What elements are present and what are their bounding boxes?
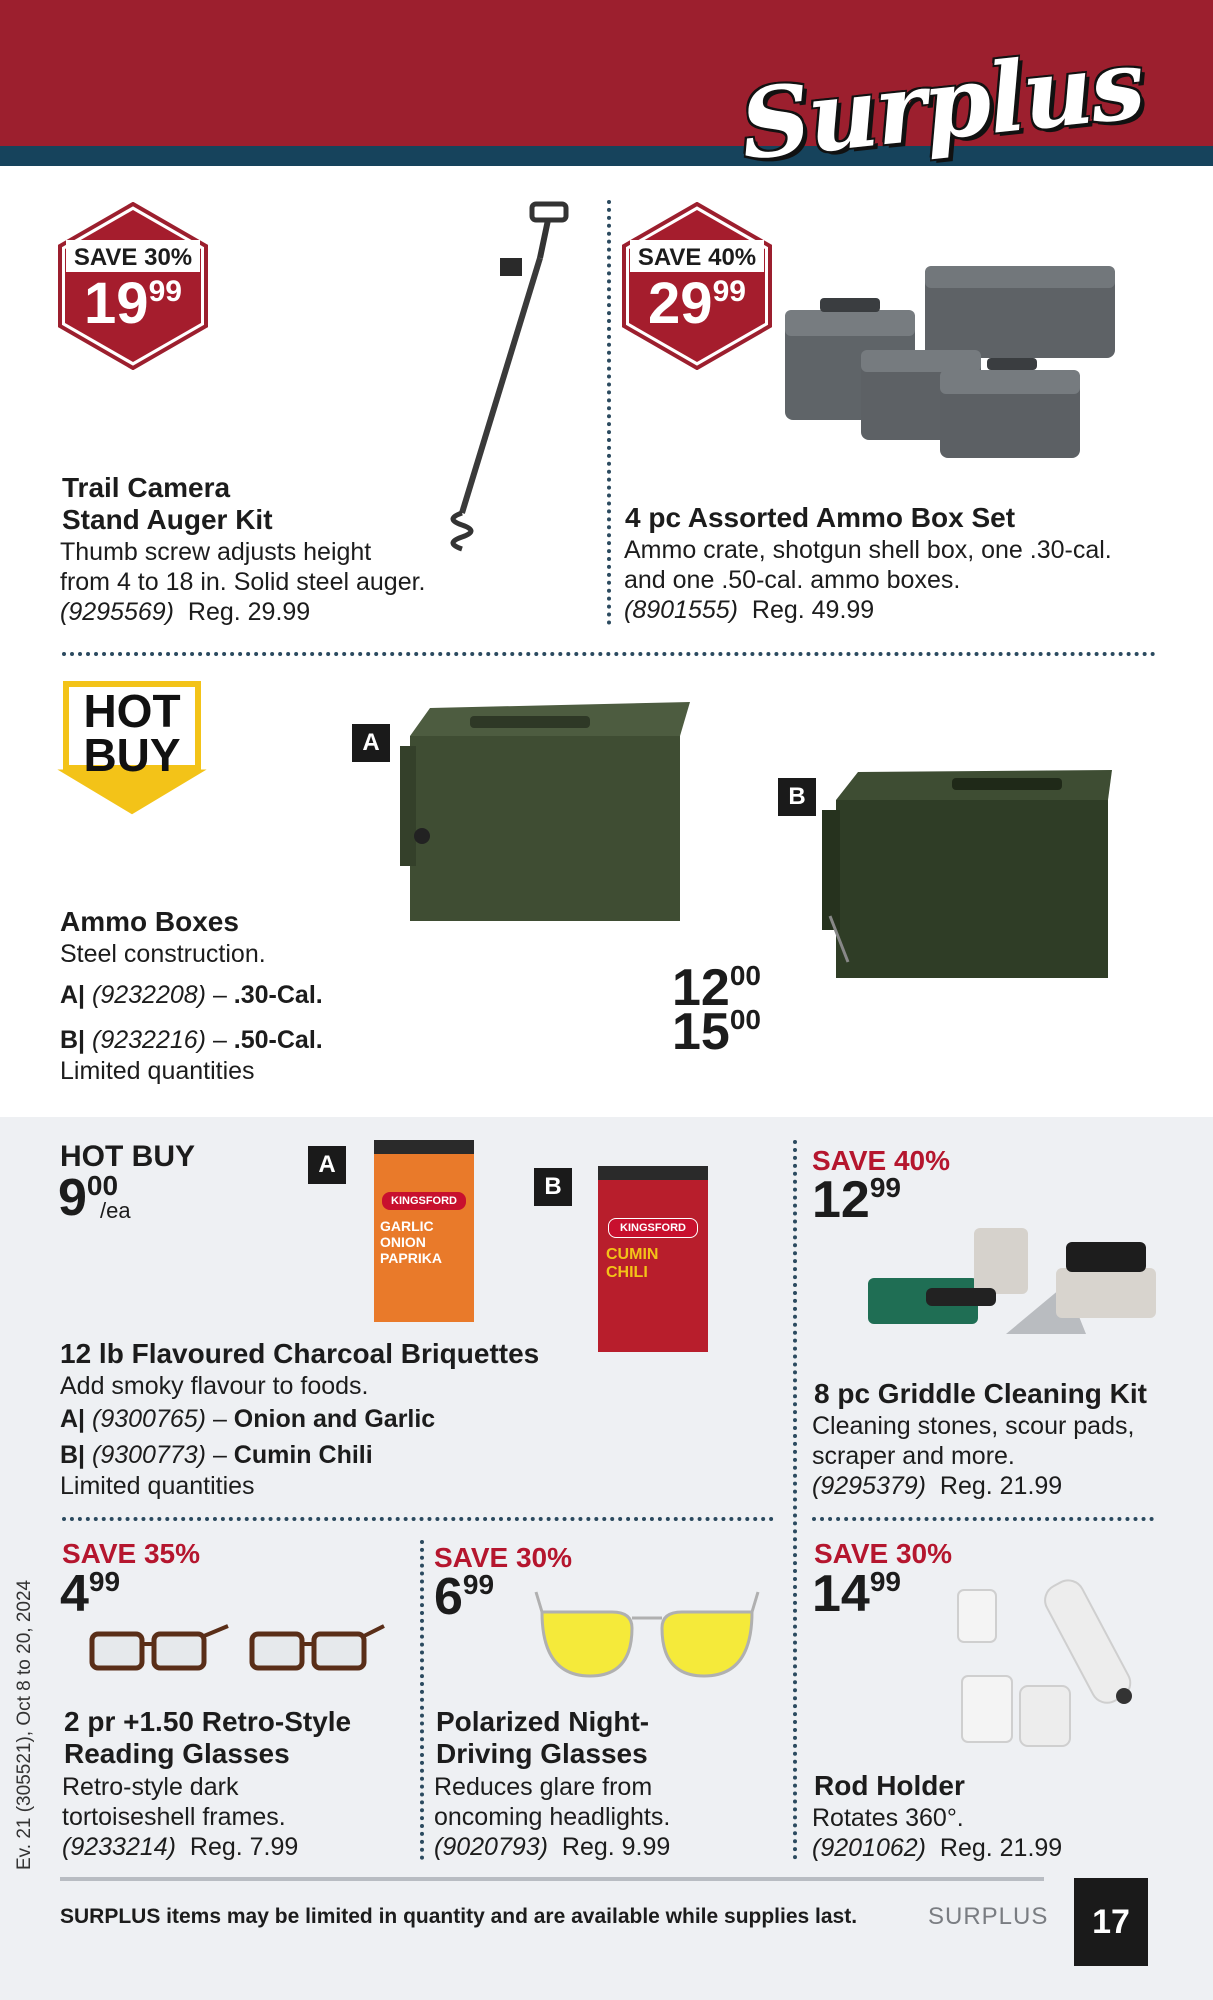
sale-price: 699 xyxy=(434,1568,495,1626)
reading-glasses-image xyxy=(88,1618,388,1678)
regular-price: Reg. 49.99 xyxy=(751,596,875,624)
footer-note: SURPLUS items may be limited in quantity and are available while supplies last. xyxy=(60,1905,858,1928)
product-description: Add smoky flavour to foods. xyxy=(60,1372,369,1400)
save-percent: SAVE 40% xyxy=(812,1145,950,1176)
variant-tag-b: B xyxy=(778,778,816,816)
charcoal-bag-cumin-image xyxy=(598,1166,708,1352)
sale-price: 2999 xyxy=(648,271,746,336)
sale-price: 1299 xyxy=(812,1171,901,1229)
divider xyxy=(812,1517,1154,1521)
ammo-box-30cal-image xyxy=(400,696,695,930)
limited-note: Limited quantities xyxy=(60,1057,255,1085)
sku: (9295569) xyxy=(60,598,174,626)
divider xyxy=(420,1540,424,1860)
product-description: Rotates 360°. (9201062) Reg. 21.99 xyxy=(812,1804,1063,1862)
variant-b-line: B| (9300773) – Cumin Chili xyxy=(60,1441,373,1469)
save-percent: SAVE 30% xyxy=(434,1542,572,1573)
regular-price: Reg. 7.99 xyxy=(189,1833,299,1861)
charcoal-bag-garlic-image xyxy=(374,1140,474,1322)
bag-flavor: CUMIN CHILI xyxy=(606,1246,659,1281)
griddle-kit-image xyxy=(866,1224,1156,1344)
night-driving-glasses-image xyxy=(532,1588,762,1688)
sale-price: 1499 xyxy=(812,1565,901,1623)
product-description: Steel construction. xyxy=(60,940,266,968)
regular-price: Reg. 21.99 xyxy=(939,1472,1063,1500)
price-b: 1500 xyxy=(672,1003,761,1061)
sku: (9233214) xyxy=(62,1833,176,1861)
variant-a-line: A| (9232208) – .30-Cal. xyxy=(60,981,323,1009)
regular-price: Reg. 29.99 xyxy=(187,598,311,626)
product-description: Retro-style dark tortoiseshell frames. (9233214) Reg. 7.99 xyxy=(62,1773,299,1861)
page-number: 17 xyxy=(1074,1878,1148,1966)
product-title: Ammo Boxes xyxy=(60,906,239,937)
price-a: 1200 xyxy=(672,959,761,1017)
footer-divider xyxy=(60,1877,1044,1881)
limited-note: Limited quantities xyxy=(60,1472,255,1500)
product-description: Cleaning stones, scour pads, scraper and more. (9295379) Reg. 21.99 xyxy=(812,1412,1135,1500)
save-percent: SAVE 30% xyxy=(73,244,193,271)
hot-buy-badge: HOT BUY xyxy=(52,680,212,820)
regular-price: Reg. 9.99 xyxy=(561,1833,671,1861)
bag-brand: KINGSFORD xyxy=(608,1218,698,1238)
section-label: SURPLUS xyxy=(928,1903,1049,1930)
edition-info: Ev. 21 (305521), Oct 8 to 20, 2024 xyxy=(14,1579,35,1870)
product-title: Rod Holder xyxy=(814,1770,965,1801)
auger-kit-image xyxy=(420,198,580,568)
sale-price: 900 xyxy=(58,1169,119,1227)
sku: (9201062) xyxy=(812,1834,926,1862)
save-badge-ammo-set xyxy=(622,202,772,370)
divider xyxy=(62,1517,774,1521)
regular-price: Reg. 21.99 xyxy=(939,1834,1063,1862)
per-each: /ea xyxy=(100,1198,131,1223)
bag-flavor: GARLIC ONION PAPRIKA xyxy=(380,1218,442,1266)
sale-price: 1999 xyxy=(84,271,182,336)
divider xyxy=(607,200,611,625)
sale-price: 499 xyxy=(60,1565,121,1623)
sku: (9295379) xyxy=(812,1472,926,1500)
product-title: Trail Camera Stand Auger Kit xyxy=(62,472,273,535)
product-title: 8 pc Griddle Cleaning Kit xyxy=(814,1378,1147,1409)
variant-tag-a: A xyxy=(308,1146,346,1184)
brand-logo: Surplus xyxy=(735,27,1148,182)
save-percent: SAVE 40% xyxy=(637,244,757,271)
product-description: Reduces glare from oncoming headlights. (9020793) Reg. 9.99 xyxy=(434,1773,671,1861)
product-title: 4 pc Assorted Ammo Box Set xyxy=(625,502,1016,533)
divider xyxy=(793,1140,797,1860)
product-title: 12 lb Flavoured Charcoal Briquettes xyxy=(60,1338,540,1369)
variant-tag-a: A xyxy=(352,724,390,762)
product-title: Polarized Night- Driving Glasses xyxy=(436,1706,650,1769)
sku: (9020793) xyxy=(434,1833,548,1861)
ammo-box-set-image xyxy=(775,250,1175,470)
rod-holder-image xyxy=(950,1566,1160,1766)
bag-brand: KINGSFORD xyxy=(382,1192,466,1210)
variant-a-line: A| (9300765) – Onion and Garlic xyxy=(60,1405,436,1433)
product-title: 2 pr +1.50 Retro-Style Reading Glasses xyxy=(64,1706,352,1769)
product-description: Ammo crate, shotgun shell box, one .30-cal. and one .50-cal. ammo boxes. (8901555) Reg. 49.99 xyxy=(624,536,1112,624)
save-badge-trail-camera xyxy=(58,202,208,370)
sku: (8901555) xyxy=(624,596,738,624)
hot-buy-label: HOT BUY xyxy=(60,1140,195,1173)
variant-b-line: B| (9232216) – .50-Cal. xyxy=(60,1026,323,1054)
ammo-box-50cal-image xyxy=(822,766,1122,984)
save-percent: SAVE 35% xyxy=(62,1538,200,1569)
variant-tag-b: B xyxy=(534,1168,572,1206)
save-percent: SAVE 30% xyxy=(814,1538,952,1569)
product-description: Thumb screw adjusts height from 4 to 18 in. Solid steel auger. (9295569) Reg. 29.99 xyxy=(60,538,426,626)
divider xyxy=(62,652,1156,656)
